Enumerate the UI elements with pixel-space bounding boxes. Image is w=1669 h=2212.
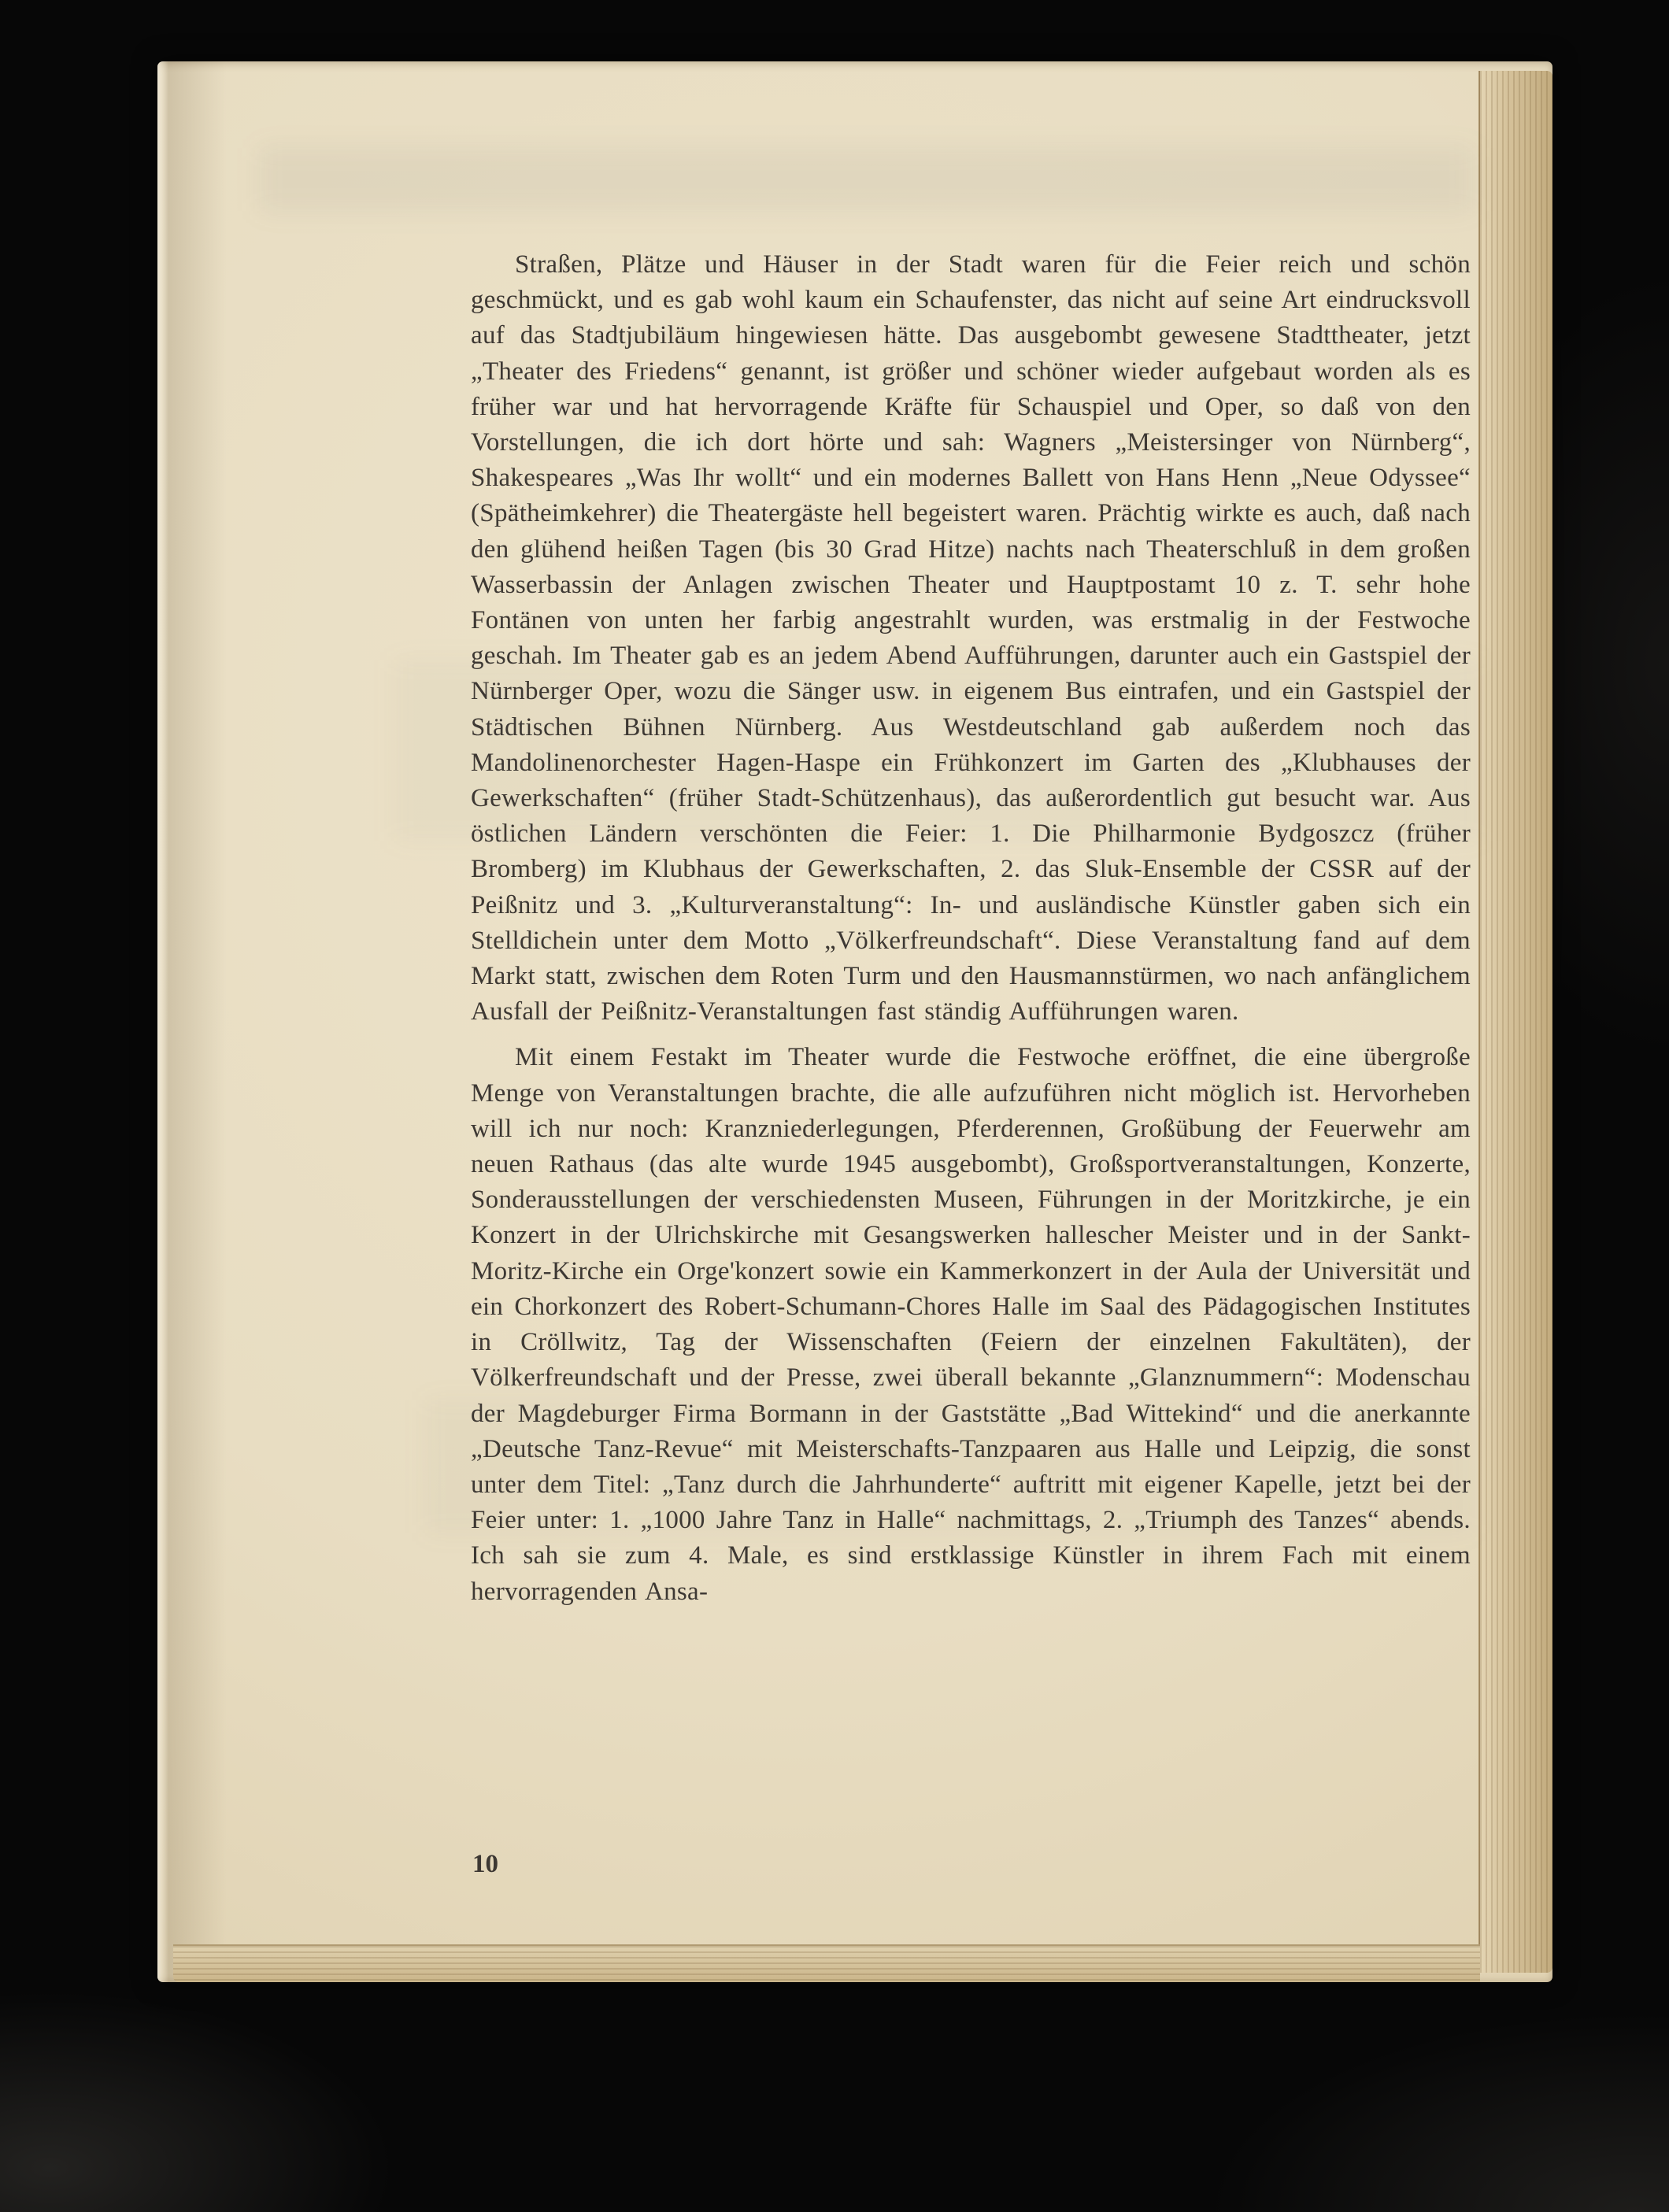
page-number: 10 [472, 1850, 498, 1878]
page-text-block [471, 247, 1471, 1610]
paragraph-2: Mit einem Festakt im Theater wurde die Festwoche eröffnet, die eine übergroße Menge von Veranstaltungen brachte, die alle aufzuführen nicht möglich ist. Hervorheben will ich nur noch: Kranzniederlegungen, Pferderennen, Großübung der Feuerwehr am neuen Rathaus (das alte wurde 1945 ausgebombt), Großsportveranstaltungen, Konzerte, Sonderausstellungen der verschiedensten Museen, Führungen in der Moritzkirche, je ein Konzert in der Ulrichskirche mit Gesangswerken hallescher Meister und in der Sankt-Moritz-Kirche ein Orge'konzert sowie ein Kammerkonzert in der Aula der Universität und ein Chorkonzert des Robert-Schumann-Chores Halle im Saal des Pädagogischen Institutes in Cröllwitz, Tag der Wissenschaften (Feiern der einzelnen Fakultäten), der Völkerfreundschaft und der Presse, zwei überall bekannte „Glanznummern“: Modenschau der Magdeburger Firma Bormann in der Gaststätte „Bad Wittekind“ und die anerkannte „Deutsche Tanz-Revue“ mit Meisterschafts-Tanzpaaren aus Halle und Leipzig, die sonst unter dem Titel: „Tanz durch die Jahrhunderte“ auftritt mit eigener Kapelle, jetzt bei der Feier unter: 1. „1000 Jahre Tanz in Halle“ nachmittags, 2. „Triumph des Tanzes“ abends. Ich sah sie zum 4. Male, es sind erstklassige Künstler in ihrem Fach mit einem hervorragenden Ansa- [471, 1043, 1471, 1606]
book-page [157, 61, 1552, 1982]
scan-artifact [260, 148, 1472, 211]
page-edge-bottom [173, 1944, 1480, 1982]
binding-shadow [157, 61, 228, 1982]
paragraph-1: Straßen, Plätze und Häuser in der Stadt waren für die Feier reich und schön geschmückt, und es gab wohl kaum ein Schaufenster, das nicht auf seine Art eindrucksvoll auf das Stadtjubiläum hingewiesen hätte. Das ausgebombt gewesene Stadttheater, jetzt „Theater des Friedens“ genannt, ist größer und schöner wieder aufgebaut worden als es früher war und hat hervorragende Kräfte für Schauspiel und Oper, so daß von den Vorstellungen, die ich dort hörte und sah: Wagners „Meistersinger von Nürnberg“, Shakespeares „Was Ihr wollt“ und ein modernes Ballett von Hans Henn „Neue Odyssee“ (Spätheimkehrer) die Theatergäste hell begeistert waren. Prächtig wirkte es auch, daß nach den glühend heißen Tagen (bis 30 Grad Hitze) nachts nach Theaterschluß in dem großen Wasserbassin der Anlagen zwischen Theater und Hauptpostamt 10 z. T. sehr hohe Fontänen von unten her farbig angestrahlt wurden, was erstmalig in der Festwoche geschah. Im Theater gab es an jedem Abend Aufführungen, darunter auch ein Gastspiel der Nürnberger Oper, wozu die Sänger usw. in eigenem Bus eintrafen, und ein Gastspiel der Städtischen Bühnen Nürnberg. Aus Westdeutschland gab außerdem noch das Mandolinenorchester Hagen-Haspe ein Frühkonzert im Garten des „Klubhauses der Gewerkschaften“ (früher Stadt-Schützenhaus), das außerordentlich gut besucht war. Aus östlichen Ländern verschönten die Feier: 1. Die Philharmonie Bydgoszcz (früher Bromberg) im Klubhaus der Gewerkschaften, 2. das Sluk-Ensemble der CSSR auf der Peißnitz und 3. „Kulturveranstaltung“: In- und ausländische Künstler gaben sich ein Stelldichein unter dem Motto „Völkerfreundschaft“. Diese Veranstaltung fand auf dem Markt statt, zwischen dem Roten Turm und den Hausmannstürmen, wo nach anfänglichem Ausfall der Peißnitz-Veranstaltungen fast ständig Aufführungen waren. [471, 250, 1471, 1026]
page-edge-right [1478, 71, 1552, 1973]
